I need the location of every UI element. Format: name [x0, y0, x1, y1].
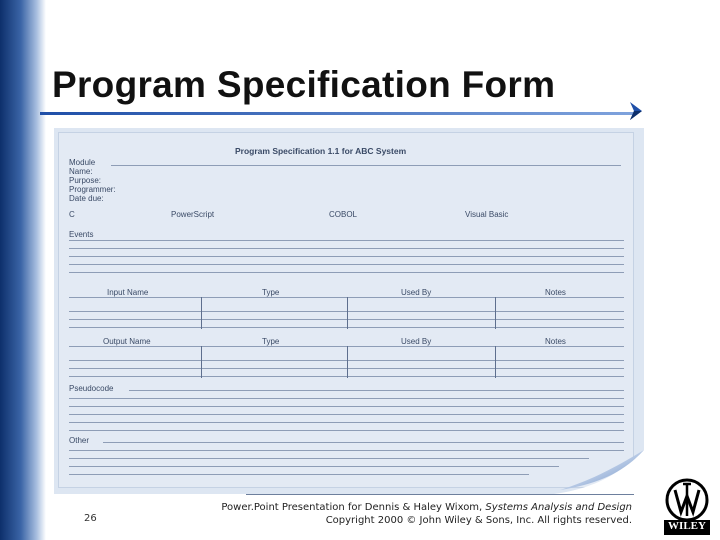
side-gradient-band	[0, 0, 46, 540]
other-line	[69, 458, 589, 459]
pseudocode-line	[129, 390, 624, 391]
pseudocode-line	[69, 422, 624, 423]
footer-rule	[246, 494, 634, 495]
module-line	[111, 165, 621, 166]
wiley-logo-text: WILEY	[668, 520, 706, 532]
output-header-notes: Notes	[545, 337, 566, 346]
other-line	[69, 474, 529, 475]
events-line	[69, 240, 624, 241]
language-c: C	[69, 210, 75, 219]
footer-line-2: Copyright 2000 © John Wiley & Sons, Inc. All rights reserved.	[325, 515, 632, 526]
arrow-icon	[624, 100, 646, 122]
pseudocode-label: Pseudocode	[69, 384, 114, 393]
input-header-used-by: Used By	[401, 288, 432, 297]
footer-book-title: Systems Analysis and Design	[485, 502, 632, 513]
input-header-type: Type	[262, 288, 280, 297]
language-cobol: COBOL	[329, 210, 358, 219]
field-label-module: Module	[69, 158, 96, 167]
form-page	[58, 132, 634, 488]
footer-line-1-prefix: Power.Point Presentation for Dennis & Haley Wixom,	[221, 502, 486, 513]
input-header-name: Input Name	[107, 288, 149, 297]
other-line	[69, 466, 559, 467]
input-table-divider	[201, 297, 202, 329]
events-line	[69, 272, 624, 273]
field-label-date-due: Date due:	[69, 194, 104, 203]
events-line	[69, 256, 624, 257]
other-line	[69, 450, 624, 451]
pseudocode-line	[69, 430, 624, 431]
field-label-name: Name:	[69, 167, 93, 176]
other-label: Other	[69, 436, 90, 445]
output-table-divider	[495, 346, 496, 378]
input-header-notes: Notes	[545, 288, 566, 297]
footer-credit	[221, 501, 632, 527]
page-curl-icon	[554, 450, 644, 494]
title-underline	[40, 112, 636, 115]
pseudocode-line	[69, 398, 624, 399]
form-sheet	[54, 128, 644, 494]
events-label: Events	[69, 230, 94, 239]
input-table-divider	[495, 297, 496, 329]
language-powerscript: PowerScript	[171, 210, 215, 219]
output-table-divider	[201, 346, 202, 378]
footer-line-1	[221, 501, 632, 514]
field-label-programmer: Programmer:	[69, 185, 116, 194]
form-title: Program Specification 1.1 for ABC System	[235, 146, 407, 156]
field-label-purpose: Purpose:	[69, 176, 102, 185]
input-table-divider	[347, 297, 348, 329]
pseudocode-line	[69, 406, 624, 407]
events-line	[69, 264, 624, 265]
output-header-used-by: Used By	[401, 337, 432, 346]
events-line	[69, 248, 624, 249]
output-table-divider	[347, 346, 348, 378]
page-number: 26	[84, 513, 97, 524]
output-header-type: Type	[262, 337, 280, 346]
pseudocode-line	[69, 414, 624, 415]
slide-title: Program Specification Form	[52, 64, 556, 105]
language-visual-basic: Visual Basic	[465, 210, 509, 219]
output-header-name: Output Name	[103, 337, 151, 346]
other-line	[103, 442, 624, 443]
